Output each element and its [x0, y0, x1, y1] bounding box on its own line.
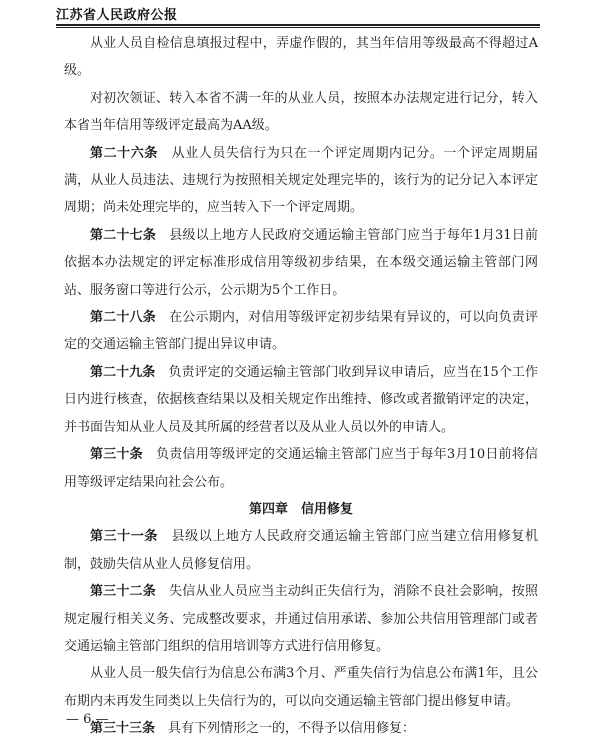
article-27: 第二十七条 县级以上地方人民政府交通运输主管部门应当于每年1月31日前依据本办法规定的评定标准形成信用等级初步结果，在本级交通运输主管部门网站、服务窗口等进行公示，公示期为5个工作日。: [64, 227, 538, 298]
article-label: 第二十七条: [90, 227, 157, 243]
article-29: 第二十九条 负责评定的交通运输主管部门收到异议申请后，应当在15个工作日内进行核查，依据核查结果以及相关规定作出维持、修改或者撤销评定的决定，并书面告知从业人员及其所属的经营者以及从业人员以外的申请人。: [64, 364, 538, 435]
article-32: 第三十二条 失信从业人员应当主动纠正失信行为，消除不良社会影响，按照规定履行相关义务、完成整改要求，并通过信用承诺、参加公共信用管理部门或者交通运输主管部门组织的信用培训等方式进行信用修复。: [64, 584, 538, 654]
header-rule: [56, 24, 540, 26]
paragraph: 从业人员一般失信行为信息公布满3个月、严重失信行为信息公布满1年，且公布期内未再发生同类以上失信行为的，可以向交通运输主管部门提出修复申请。: [64, 666, 538, 709]
header-rule-thin: [56, 27, 540, 28]
article-label: 第二十九条: [90, 364, 156, 380]
page-number: — 6 —: [66, 712, 109, 727]
paragraph: 从业人员自检信息填报过程中，弄虚作假的，其当年信用等级最高不得超过A级。: [64, 36, 538, 79]
article-28: 第二十八条 在公示期内，对信用等级评定初步结果有异议的，可以向负责评定的交通运输主管部门提出异议申请。: [64, 310, 538, 353]
article-30: 第三十条 负责信用等级评定的交通运输主管部门应当于每年3月10日前将信用等级评定结果向社会公布。: [64, 447, 538, 490]
article-label: 第三十二条: [90, 584, 156, 600]
article-label: 第三十三条: [90, 721, 156, 737]
article-26: 第二十六条 从业人员失信行为只在一个评定周期内记分。一个评定周期届满，从业人员违法、违规行为按照相关规定处理完毕的，该行为的记分记入本评定周期；尚未处理完毕的，应当转入下一个评定周期。: [64, 145, 538, 216]
gazette-header-title: 江苏省人民政府公报: [56, 8, 178, 23]
article-label: 第三十条: [90, 447, 143, 463]
article-body: [64, 30, 538, 743]
article-label: 第二十六条: [90, 145, 158, 161]
chapter-heading: 第四章 信用修复: [248, 501, 353, 517]
article-33: 第三十三条 具有下列情形之一的，不得予以信用修复：: [90, 721, 416, 737]
article-label: 第三十一条: [90, 529, 158, 545]
article-label: 第二十八条: [90, 310, 156, 326]
paragraph: 对初次领证、转入本省不满一年的从业人员，按照本办法规定进行记分，转入本省当年信用等级评定最高为AA级。: [64, 90, 538, 134]
article-31: 第三十一条 县级以上地方人民政府交通运输主管部门应当建立信用修复机制，鼓励失信从业人员修复信用。: [64, 529, 538, 572]
